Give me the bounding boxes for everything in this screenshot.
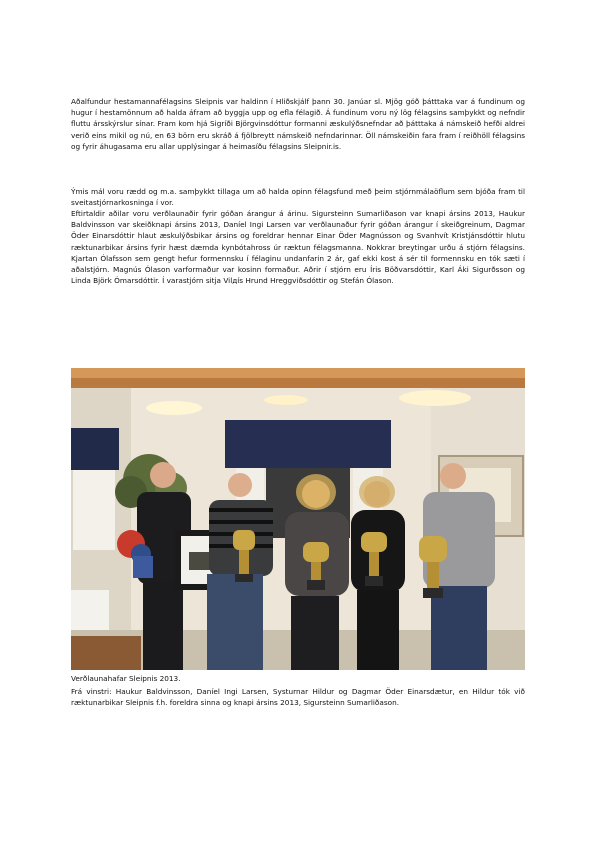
award-group-photo <box>71 368 525 670</box>
photo-caption-text: Frá vinstri: Haukur Baldvinsson, Daníel Ingi Larsen, Systurnar Hildur og Dagmar Öder Einarsdætur, en Hildur tók við ræktunarbikar Sleipnis f.h. foreldra sinna og knapi ársins 2013, Sigursteinn Sumarliðason. <box>71 687 525 708</box>
article-paragraph-3: Eftirtaldir aðilar voru verðlaunaðir fyrir góðan árangur á árinu. Sigursteinn Sumarliðason var knapi ársins 2013, Haukur Baldvinsson var skeiðknapi ársins 2013, Daníel Ingi Larsen var verðlaunaður fyrir góðan árangur í skeiðgreinum, Dagmar Öder Einarsdóttir hlaut æskulýðsbikar ársins og foreldrar hennar Einar Öder Magnússon og Svanhvít Kristjánsdóttir hlutu ræktunarbikar ársins fyrir hæst dæmda kynbótahross úr ræktun félagsmanna. Nokkrar breytingar urðu á stjórn félagsins. Kjartan Ólafsson sem gengt hefur formennsku í félaginu undanfarin 2 ár, gaf ekki kost á sér til formennsku en tók sæti í aðalstjórn. Magnús Ólason varformaður var kosinn formaður. Aðrir í stjórn eru Íris Böðvarsdóttir, Karl Áki Sigurðsson og Linda Björk Ómarsdóttir. Í varastjórn sitja Vilдís Hrund Hreggviðsdóttir og Stefán Ólason. <box>71 209 525 286</box>
article-paragraph-2: Ýmis mál voru rædd og m.a. samþykkt tillaga um að halda opinn félagsfund með þeim stjórnmálaöflum sem bjóða fram til sveitastjórnarkosninga í vor. <box>71 187 525 208</box>
article-paragraph-1: Aðalfundur hestamannafélagsins Sleipnis var haldinn í Hliðskjálf þann 30. Janúar sl. Mjög góð þátttaka var á fundinum og hugur í hestamönnum að halda áfram að byggja upp og efla félagið. Á fundinum voru ný lög félagsins samþykkt og nefndir fluttu ársskýrslur sínar. Fram kom hjá Sigríði Björgvinsdóttur formanni æskulýðsnefndar að þátttaka á námskeið hefði aldrei verið eins mikil og nú, en 63 börn eru skráð á fjölbreytt námskeið nefndarinnar. Öll námskeiðin fara fram í reiðhöll félagsins og fyrir áhugasama eru allar upplýsingar á heimasíðu félagsins Sleipnir.is. <box>71 97 525 151</box>
photo-caption-title: Verðlaunahafar Sleipnis 2013. <box>71 674 181 683</box>
